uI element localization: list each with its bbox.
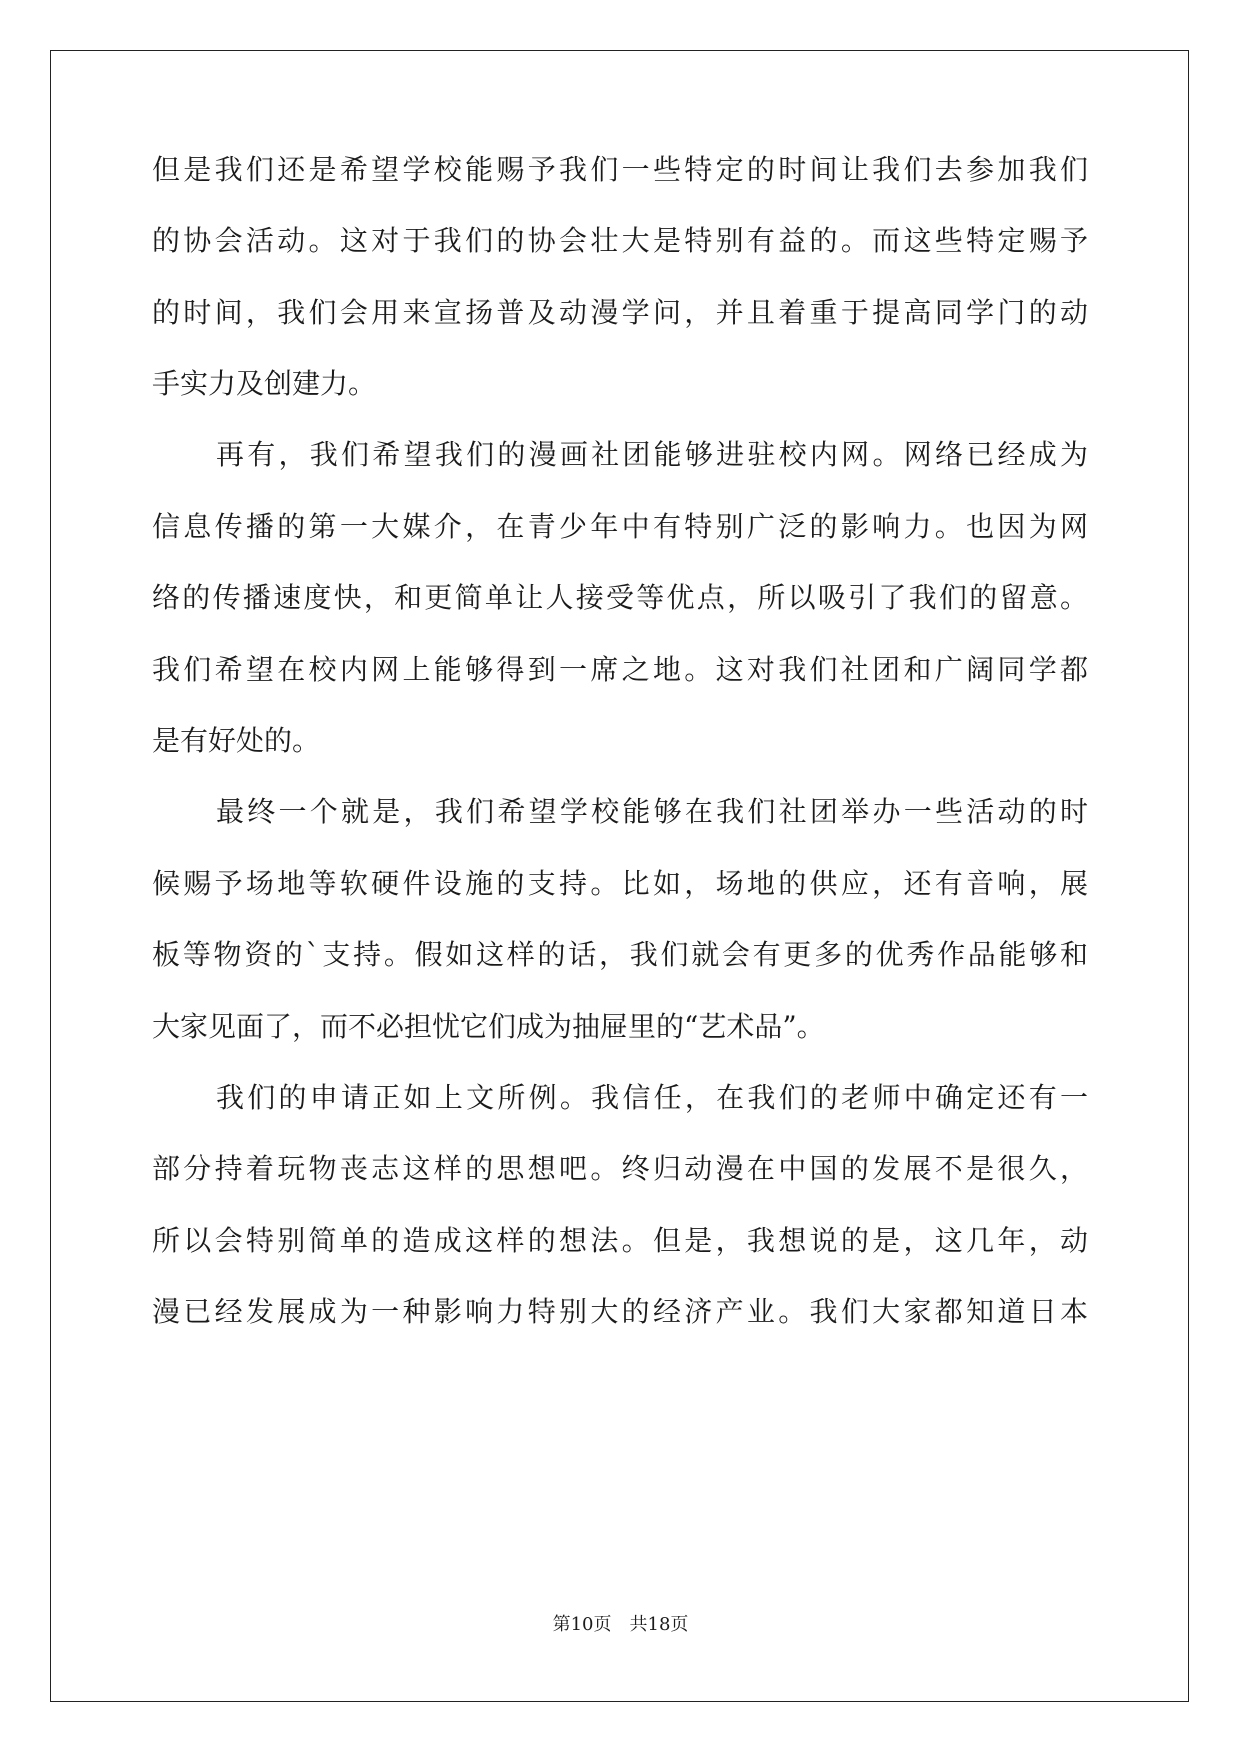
- text-line: 我们希望在校内网上能够得到一席之地。这对我们社团和广阔同学都: [152, 653, 1092, 686]
- page-number-footer: 第10页 共18页: [552, 1614, 689, 1635]
- text-line: 漫已经发展成为一种影响力特别大的经济产业。我们大家都知道日本: [152, 1295, 1092, 1328]
- text-line: 的时间，我们会用来宣扬普及动漫学问，并且着重于提高同学门的动: [152, 296, 1092, 329]
- paragraph-first-line: 最终一个就是，我们希望学校能够在我们社团举办一些活动的时: [216, 795, 1092, 828]
- text-line: 是有好处的。: [152, 724, 321, 757]
- text-line: 的协会活动。这对于我们的协会壮大是特别有益的。而这些特定赐予: [152, 224, 1092, 257]
- text-line: 信息传播的第一大媒介，在青少年中有特别广泛的影响力。也因为网: [152, 510, 1092, 543]
- text-line: 板等物资的`支持。假如这样的话，我们就会有更多的优秀作品能够和: [152, 938, 1091, 971]
- paragraph-first-line: 再有，我们希望我们的漫画社团能够进驻校内网。网络已经成为: [216, 438, 1092, 471]
- text-line: 手实力及创建力。: [152, 367, 377, 400]
- text-line: 候赐予场地等软硬件设施的支持。比如，场地的供应，还有音响，展: [152, 867, 1092, 900]
- text-line: 所以会特别简单的造成这样的想法。但是，我想说的是，这几年，动: [152, 1224, 1092, 1257]
- text-line: 部分持着玩物丧志这样的思想吧。终归动漫在中国的发展不是很久，: [152, 1152, 1092, 1185]
- text-line: 络的传播速度快，和更简单让人接受等优点，所以吸引了我们的留意。: [152, 581, 1091, 614]
- paragraph-first-line: 我们的申请正如上文所例。我信任，在我们的老师中确定还有一: [216, 1081, 1092, 1114]
- text-line: 大家见面了，而不必担忧它们成为抽屉里的“艺术品”。: [152, 1010, 825, 1043]
- text-line: 但是我们还是希望学校能赐予我们一些特定的时间让我们去参加我们: [152, 153, 1092, 186]
